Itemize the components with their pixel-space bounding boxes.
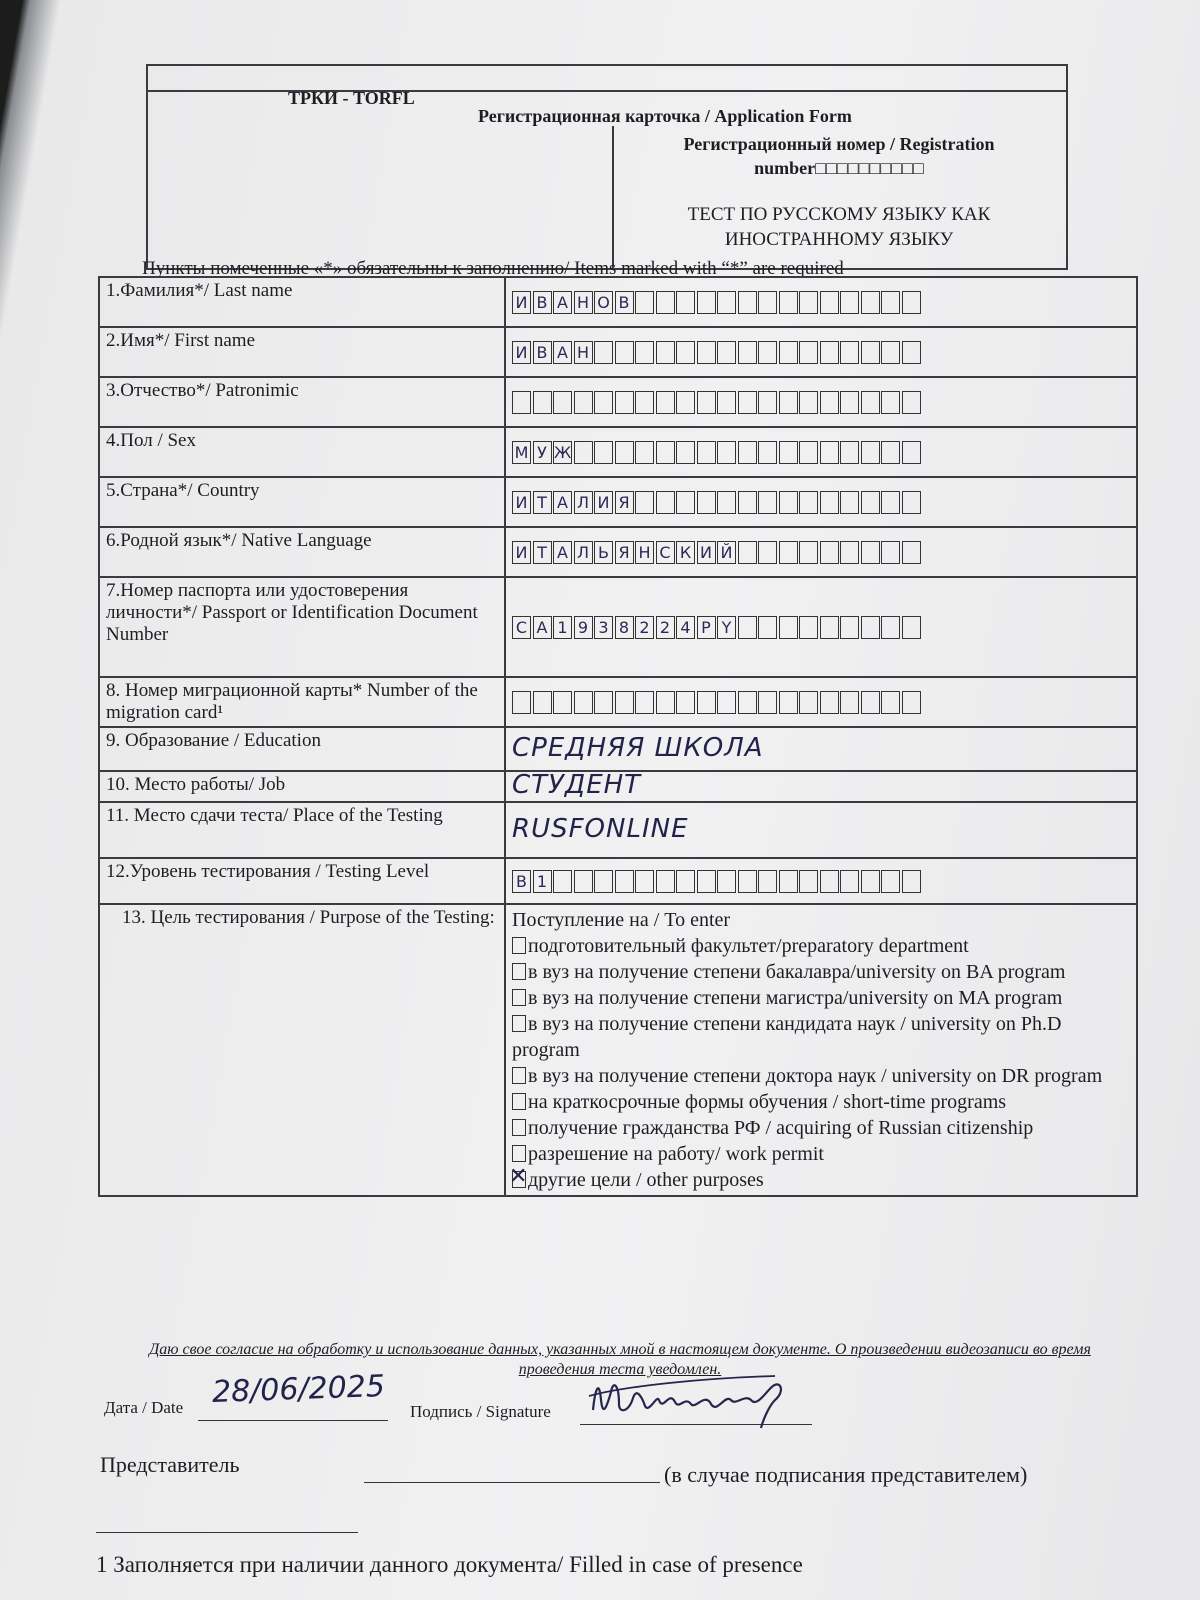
- purpose-option-text: другие цели / other purposes: [528, 1169, 764, 1191]
- letter-box[interactable]: [717, 391, 736, 414]
- letter-box[interactable]: А: [553, 541, 572, 564]
- purpose-option[interactable]: [512, 1141, 1130, 1167]
- letter-box[interactable]: [902, 491, 921, 514]
- letter-boxes[interactable]: [512, 491, 1130, 514]
- letter-box[interactable]: [697, 341, 716, 364]
- letter-box[interactable]: [758, 291, 777, 314]
- letter-box[interactable]: [758, 441, 777, 464]
- form-row: [99, 677, 1137, 727]
- letter-box[interactable]: [697, 291, 716, 314]
- purpose-option-text: в вуз на получение степени кандидата наук / university on Ph.D program: [512, 1013, 1062, 1061]
- letter-box[interactable]: И: [512, 291, 531, 314]
- letter-box[interactable]: Л: [574, 541, 593, 564]
- letter-box[interactable]: [656, 391, 675, 414]
- header-split: [612, 126, 614, 268]
- purpose-option-text: на краткосрочные формы обучения / short-time programs: [528, 1091, 1007, 1113]
- letter-box[interactable]: [738, 341, 757, 364]
- letter-box[interactable]: [840, 341, 859, 364]
- letter-box[interactable]: [758, 491, 777, 514]
- letter-box[interactable]: [758, 691, 777, 714]
- header-divider: [148, 90, 1066, 92]
- handwritten-value[interactable]: СТУДЕНТ: [512, 770, 642, 800]
- purpose-option[interactable]: [512, 933, 1130, 959]
- form-row: [99, 858, 1137, 904]
- field-value-cell[interactable]: [505, 802, 1137, 858]
- letter-box[interactable]: [758, 870, 777, 893]
- letter-box[interactable]: Н: [574, 291, 593, 314]
- letter-box[interactable]: 3: [594, 616, 613, 639]
- letter-box[interactable]: [656, 341, 675, 364]
- letter-box[interactable]: Н: [635, 541, 654, 564]
- letter-box[interactable]: [635, 291, 654, 314]
- letter-box[interactable]: [820, 616, 839, 639]
- date-value[interactable]: 28/06/2025: [211, 1368, 386, 1411]
- letter-box[interactable]: [840, 291, 859, 314]
- letter-box[interactable]: [615, 691, 634, 714]
- letter-box[interactable]: [717, 341, 736, 364]
- checkbox[interactable]: [512, 1015, 526, 1032]
- letter-box[interactable]: [820, 491, 839, 514]
- letter-boxes[interactable]: [512, 691, 1130, 714]
- letter-box[interactable]: [799, 616, 818, 639]
- letter-boxes[interactable]: [512, 870, 1130, 893]
- letter-box[interactable]: В: [533, 291, 552, 314]
- letter-box[interactable]: [574, 870, 593, 893]
- letter-box[interactable]: [881, 541, 900, 564]
- field-label: 1.Фамилия*/ Last name: [99, 277, 505, 327]
- letter-box[interactable]: [512, 391, 531, 414]
- letter-box[interactable]: [799, 391, 818, 414]
- checkbox[interactable]: [512, 989, 526, 1006]
- field-label: 2.Имя*/ First name: [99, 327, 505, 377]
- purpose-option[interactable]: [512, 1115, 1130, 1141]
- letter-box[interactable]: 9: [574, 616, 593, 639]
- letter-box[interactable]: [717, 441, 736, 464]
- handwritten-signature: [585, 1370, 805, 1430]
- letter-box[interactable]: [820, 391, 839, 414]
- letter-box[interactable]: [615, 441, 634, 464]
- letter-box[interactable]: B: [512, 870, 531, 893]
- letter-box[interactable]: 1: [553, 616, 572, 639]
- letter-box[interactable]: [635, 870, 654, 893]
- letter-box[interactable]: А: [553, 491, 572, 514]
- letter-box[interactable]: [902, 691, 921, 714]
- letter-box[interactable]: 2: [635, 616, 654, 639]
- form-row: [99, 527, 1137, 577]
- checkbox[interactable]: [512, 1067, 526, 1084]
- representative-note: (в случае подписания представителем): [664, 1462, 1028, 1487]
- letter-box[interactable]: [881, 341, 900, 364]
- representative-label: Представитель: [100, 1452, 240, 1477]
- letter-box[interactable]: [533, 691, 552, 714]
- letter-box[interactable]: [779, 441, 798, 464]
- letter-box[interactable]: [676, 870, 695, 893]
- letter-box[interactable]: [881, 870, 900, 893]
- letter-boxes[interactable]: [512, 616, 1130, 639]
- letter-box[interactable]: [574, 391, 593, 414]
- field-value-cell[interactable]: [505, 277, 1137, 327]
- letter-box[interactable]: [861, 441, 880, 464]
- header-right-panel: [616, 132, 1062, 252]
- letter-box[interactable]: [861, 341, 880, 364]
- letter-box[interactable]: [717, 491, 736, 514]
- letter-box[interactable]: [779, 616, 798, 639]
- letter-box[interactable]: Т: [533, 491, 552, 514]
- letter-box[interactable]: [881, 491, 900, 514]
- letter-box[interactable]: [840, 616, 859, 639]
- field-label: 11. Место сдачи теста/ Place of the Testing: [99, 802, 505, 858]
- letter-box[interactable]: Л: [574, 491, 593, 514]
- field-value-cell[interactable]: [505, 477, 1137, 527]
- letter-box[interactable]: [594, 441, 613, 464]
- letter-box[interactable]: [820, 441, 839, 464]
- letter-box[interactable]: [738, 870, 757, 893]
- letter-box[interactable]: [779, 541, 798, 564]
- letter-box[interactable]: И: [697, 541, 716, 564]
- letter-box[interactable]: [799, 691, 818, 714]
- letter-box[interactable]: [799, 491, 818, 514]
- letter-box[interactable]: [840, 541, 859, 564]
- letter-box[interactable]: [594, 870, 613, 893]
- letter-box[interactable]: [553, 870, 572, 893]
- letter-box[interactable]: 8: [615, 616, 634, 639]
- purpose-option-text: получение гражданства РФ / acquiring of Russian citizenship: [528, 1117, 1034, 1139]
- letter-box[interactable]: [635, 491, 654, 514]
- letter-box[interactable]: [635, 391, 654, 414]
- letter-box[interactable]: [697, 870, 716, 893]
- required-note: Пункты помеченные «*» обязательны к заполнению/ Items marked with “*” are required: [142, 258, 844, 279]
- letter-box[interactable]: [594, 691, 613, 714]
- letter-box[interactable]: [861, 391, 880, 414]
- purpose-row: [99, 904, 1137, 1196]
- letter-box[interactable]: [574, 441, 593, 464]
- letter-box[interactable]: [799, 870, 818, 893]
- letter-box[interactable]: [656, 291, 675, 314]
- letter-box[interactable]: [594, 341, 613, 364]
- letter-box[interactable]: [881, 291, 900, 314]
- letter-box[interactable]: [574, 691, 593, 714]
- registration-number-label: Регистрационный номер / Registration number□□□□□□□□□□: [683, 134, 995, 178]
- letter-box[interactable]: [881, 691, 900, 714]
- letter-box[interactable]: [656, 491, 675, 514]
- letter-box[interactable]: A: [533, 616, 552, 639]
- letter-box[interactable]: [820, 341, 839, 364]
- purpose-option[interactable]: [512, 1063, 1130, 1089]
- letter-box[interactable]: 4: [676, 616, 695, 639]
- letter-box[interactable]: [799, 541, 818, 564]
- letter-box[interactable]: [738, 691, 757, 714]
- letter-box[interactable]: [758, 541, 777, 564]
- form-row: [99, 327, 1137, 377]
- letter-box[interactable]: [881, 391, 900, 414]
- purpose-option-text: в вуз на получение степени доктора наук / university on DR program: [528, 1065, 1103, 1087]
- letter-box[interactable]: [717, 691, 736, 714]
- representative-line[interactable]: [364, 1482, 660, 1483]
- letter-box[interactable]: [512, 691, 531, 714]
- checkbox[interactable]: [512, 1171, 526, 1188]
- purpose-option[interactable]: [512, 959, 1130, 985]
- form-row: [99, 727, 1137, 771]
- application-form-table: [98, 276, 1138, 1197]
- letter-box[interactable]: Ж: [554, 442, 572, 462]
- letter-box[interactable]: Я: [615, 541, 634, 564]
- letter-box[interactable]: [635, 691, 654, 714]
- letter-box[interactable]: С: [656, 541, 675, 564]
- letter-box[interactable]: [717, 870, 736, 893]
- letter-box[interactable]: [717, 291, 736, 314]
- footnote-divider: [96, 1532, 358, 1533]
- letter-box[interactable]: [697, 441, 716, 464]
- field-value-cell[interactable]: [505, 427, 1137, 477]
- letter-box[interactable]: [676, 441, 695, 464]
- letter-box[interactable]: [779, 691, 798, 714]
- letter-box[interactable]: [697, 691, 716, 714]
- form-row: [99, 477, 1137, 527]
- letter-box[interactable]: [799, 341, 818, 364]
- field-label: 9. Образование / Education: [99, 727, 505, 771]
- purpose-label: 13. Цель тестирования / Purpose of the Testing:: [99, 904, 505, 1196]
- letter-box[interactable]: [881, 441, 900, 464]
- letter-box[interactable]: И: [512, 341, 531, 364]
- date-line[interactable]: [198, 1420, 388, 1421]
- letter-box[interactable]: И: [512, 541, 531, 564]
- signature-label: Подпись / Signature: [410, 1402, 551, 1421]
- letter-boxes[interactable]: [512, 291, 1130, 314]
- letter-box[interactable]: P: [697, 616, 716, 639]
- form-row: [99, 377, 1137, 427]
- form-row: [99, 427, 1137, 477]
- letter-box[interactable]: А: [553, 291, 572, 314]
- purpose-option[interactable]: [512, 1089, 1130, 1115]
- letter-box[interactable]: [758, 391, 777, 414]
- letter-box[interactable]: [840, 441, 859, 464]
- checkbox[interactable]: [512, 1093, 526, 1110]
- consent-text: Даю свое согласие на обработку и использование данных, указанных мной в настоящем документе. О произведении видеозаписи во время проведения теста уведомлен.: [149, 1341, 1091, 1378]
- form-row: [99, 277, 1137, 327]
- letter-box[interactable]: [676, 391, 695, 414]
- form-row: [99, 771, 1137, 802]
- letter-box[interactable]: [676, 291, 695, 314]
- purpose-option-text: подготовительный факультет/preparatory department: [528, 935, 969, 957]
- letter-box[interactable]: [615, 870, 634, 893]
- field-value-cell[interactable]: [505, 377, 1137, 427]
- letter-box[interactable]: И: [594, 491, 613, 514]
- letter-box[interactable]: Й: [717, 541, 736, 564]
- letter-boxes[interactable]: [512, 391, 1130, 414]
- letter-box[interactable]: [902, 441, 921, 464]
- letter-box[interactable]: [861, 870, 880, 893]
- letter-box[interactable]: [738, 541, 757, 564]
- field-label: 3.Отчество*/ Patronimic: [99, 377, 505, 427]
- letter-box[interactable]: [738, 616, 757, 639]
- field-value-cell[interactable]: [505, 327, 1137, 377]
- field-value-cell[interactable]: [505, 677, 1137, 727]
- letter-box[interactable]: [594, 391, 613, 414]
- letter-box[interactable]: [861, 691, 880, 714]
- letter-box[interactable]: [635, 341, 654, 364]
- letter-box[interactable]: [758, 341, 777, 364]
- letter-box[interactable]: [861, 491, 880, 514]
- letter-box[interactable]: О: [594, 291, 613, 314]
- date-label: Дата / Date: [104, 1398, 184, 1417]
- letter-box[interactable]: [902, 341, 921, 364]
- letter-box[interactable]: Т: [533, 541, 552, 564]
- letter-box[interactable]: [820, 291, 839, 314]
- letter-box[interactable]: [902, 616, 921, 639]
- field-label: 7.Номер паспорта или удостоверения личности*/ Passport or Identification Document Number: [99, 577, 505, 677]
- letter-box[interactable]: [881, 616, 900, 639]
- letter-box[interactable]: C: [512, 616, 531, 639]
- letter-box[interactable]: 2: [656, 616, 675, 639]
- form-header: [146, 64, 1068, 270]
- letter-box[interactable]: [553, 391, 572, 414]
- letter-box[interactable]: А: [553, 341, 572, 364]
- field-label: 6.Родной язык*/ Native Language: [99, 527, 505, 577]
- letter-box[interactable]: [635, 441, 654, 464]
- handwritten-value[interactable]: RUSFONLINE: [512, 813, 689, 844]
- letter-box[interactable]: [820, 541, 839, 564]
- letter-box[interactable]: И: [512, 491, 531, 514]
- letter-box[interactable]: Я: [615, 491, 634, 514]
- letter-box[interactable]: [738, 291, 757, 314]
- handwritten-value[interactable]: СРЕДНЯЯ ШКОЛА: [512, 732, 764, 763]
- letter-box[interactable]: [758, 616, 777, 639]
- field-value-cell[interactable]: [505, 771, 1137, 802]
- purpose-option-text: в вуз на получение степени магистра/university on MA program: [528, 987, 1063, 1009]
- letter-box[interactable]: [779, 491, 798, 514]
- letter-boxes[interactable]: [512, 541, 1130, 564]
- checkbox[interactable]: [512, 937, 526, 954]
- letter-box[interactable]: К: [676, 541, 695, 564]
- letter-box[interactable]: [820, 691, 839, 714]
- letter-box[interactable]: [656, 870, 675, 893]
- purpose-option-text: в вуз на получение степени бакалавра/university on BA program: [528, 961, 1066, 983]
- field-label: 10. Место работы/ Job: [99, 771, 505, 802]
- letter-box[interactable]: [861, 541, 880, 564]
- letter-box[interactable]: [820, 870, 839, 893]
- form-title-right: Регистрационная карточка / Application Form: [478, 106, 852, 126]
- letter-box[interactable]: [779, 391, 798, 414]
- checkbox[interactable]: [512, 1119, 526, 1136]
- test-name: ТЕСТ ПО РУССКОМУ ЯЗЫКУ КАК ИНОСТРАННОМУ ЯЗЫКУ: [687, 204, 991, 250]
- field-label: 5.Страна*/ Country: [99, 477, 505, 527]
- letter-box[interactable]: [861, 616, 880, 639]
- letter-box[interactable]: [902, 291, 921, 314]
- letter-box[interactable]: 1: [533, 870, 552, 893]
- purpose-option[interactable]: [512, 985, 1130, 1011]
- letter-box[interactable]: [697, 491, 716, 514]
- letter-boxes[interactable]: [512, 341, 1130, 364]
- letter-box[interactable]: [840, 491, 859, 514]
- letter-box[interactable]: [533, 391, 552, 414]
- letter-box[interactable]: [861, 291, 880, 314]
- letter-box[interactable]: В: [533, 341, 552, 364]
- footnote: 1 Заполняется при наличии данного документа/ Filled in case of presence: [96, 1552, 803, 1577]
- letter-box[interactable]: [676, 691, 695, 714]
- letter-box[interactable]: [799, 291, 818, 314]
- letter-box[interactable]: Y: [717, 616, 736, 639]
- field-label: 12.Уровень тестирования / Testing Level: [99, 858, 505, 904]
- purpose-option-text: разрешение на работу/ work permit: [528, 1143, 824, 1165]
- form-row: [99, 577, 1137, 677]
- purpose-option[interactable]: [512, 1011, 1130, 1063]
- letter-box[interactable]: [902, 870, 921, 893]
- letter-box[interactable]: [779, 291, 798, 314]
- form-row: [99, 802, 1137, 858]
- letter-box[interactable]: Н: [574, 341, 593, 364]
- letter-box[interactable]: В: [615, 291, 634, 314]
- letter-box[interactable]: [738, 441, 757, 464]
- field-label: 4.Пол / Sex: [99, 427, 505, 477]
- letter-box[interactable]: [615, 391, 634, 414]
- letter-box[interactable]: М: [512, 441, 531, 464]
- letter-box[interactable]: [738, 491, 757, 514]
- field-value-cell[interactable]: [505, 727, 1137, 771]
- letter-box[interactable]: [656, 441, 675, 464]
- form-title-left: ТРКИ - TORFL: [288, 88, 415, 108]
- purpose-option[interactable]: [512, 1167, 1130, 1193]
- field-label: 8. Номер миграционной карты* Number of the migration card¹: [99, 677, 505, 727]
- purpose-options-cell: [505, 904, 1137, 1196]
- checkbox[interactable]: [512, 963, 526, 980]
- letter-box[interactable]: [697, 391, 716, 414]
- letter-box[interactable]: [615, 341, 634, 364]
- letter-box[interactable]: [779, 870, 798, 893]
- field-value-cell[interactable]: [505, 527, 1137, 577]
- letter-boxes[interactable]: [512, 441, 1130, 464]
- letter-box[interactable]: [840, 391, 859, 414]
- purpose-heading: Поступление на / To enter: [512, 909, 731, 931]
- letter-box[interactable]: [902, 541, 921, 564]
- letter-box[interactable]: [676, 341, 695, 364]
- letter-box[interactable]: [902, 391, 921, 414]
- field-value-cell[interactable]: [505, 577, 1137, 677]
- letter-box[interactable]: [656, 691, 675, 714]
- letter-box[interactable]: Ь: [594, 541, 613, 564]
- letter-box[interactable]: [840, 870, 859, 893]
- letter-box[interactable]: [779, 341, 798, 364]
- letter-box[interactable]: [840, 691, 859, 714]
- field-value-cell[interactable]: [505, 858, 1137, 904]
- letter-box[interactable]: [738, 391, 757, 414]
- letter-box[interactable]: [799, 441, 818, 464]
- letter-box[interactable]: У: [533, 441, 552, 464]
- letter-box[interactable]: [553, 691, 572, 714]
- letter-box[interactable]: [676, 491, 695, 514]
- checkbox[interactable]: [512, 1145, 526, 1162]
